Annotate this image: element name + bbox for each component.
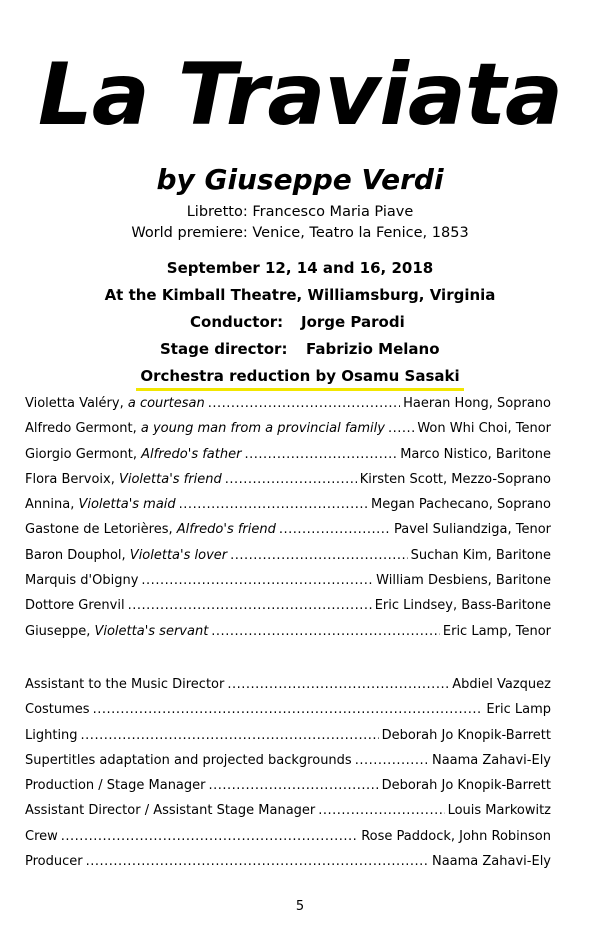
crew-row <box>25 802 551 827</box>
cast-performer: Suchan Kim, Baritone <box>410 547 551 563</box>
orchestra-credit <box>0 366 600 391</box>
crew-role: Assistant Director / Assistant Stage Manager <box>25 803 316 819</box>
crew-performer: Deborah Jo Knopik-Barrett <box>381 778 551 794</box>
crew-performer: Eric Lamp <box>486 702 551 718</box>
dot-leader <box>81 727 379 745</box>
cast-role: Gastone de Letorières, Alfredo's friend <box>25 522 276 538</box>
libretto-line: Libretto: Francesco Maria Piave <box>186 204 414 220</box>
page-title: La Traviata <box>37 45 563 145</box>
cast-performer: Won Whi Choi, Tenor <box>417 421 551 437</box>
conductor-label: Conductor: <box>190 313 284 331</box>
dot-leader <box>227 676 449 694</box>
dot-leader <box>211 623 440 641</box>
cast-row <box>25 547 551 572</box>
director-name: Fabrizio Melano <box>306 340 440 358</box>
crew-list <box>25 676 551 878</box>
cast-role: Giorgio Germont, Alfredo's father <box>25 446 242 462</box>
crew-role: Assistant to the Music Director <box>25 677 225 692</box>
performance-dates: September 12, 14 and 16, 2018 <box>166 259 434 277</box>
cast-role: Marquis d'Obigny <box>25 573 139 589</box>
cast-row <box>25 395 551 420</box>
crew-row <box>25 752 551 777</box>
crew-performer: Deborah Jo Knopik-Barrett <box>381 727 551 743</box>
cast-performer: Eric Lindsey, Bass-Baritone <box>374 598 551 614</box>
dot-leader <box>279 521 391 539</box>
crew-row <box>25 777 551 802</box>
cast-row <box>25 420 551 445</box>
crew-performer: Rose Paddock, John Robinson <box>361 828 551 844</box>
director-label: Stage director: <box>160 340 288 358</box>
dot-leader <box>179 496 368 514</box>
premiere-line: World premiere: Venice, Teatro la Fenice, 1853 <box>131 225 469 241</box>
crew-role: Producer <box>25 854 83 870</box>
crew-role: Costumes <box>25 702 90 718</box>
cast-role: Dottore Grenvil <box>25 598 125 614</box>
crew-role: Lighting <box>25 727 78 743</box>
page-number: 5 <box>295 899 305 914</box>
dot-leader <box>225 471 357 489</box>
cast-role: Alfredo Germont, a young man from a provincial family <box>25 421 385 437</box>
cast-performer: William Desbiens, Baritone <box>376 573 551 589</box>
cast-list <box>25 395 551 648</box>
crew-performer: Louis Markowitz <box>447 803 551 819</box>
cast-role: Violetta Valéry, a courtesan <box>25 396 205 411</box>
dot-leader <box>61 828 358 846</box>
dot-leader <box>318 802 444 820</box>
conductor-name: Jorge Parodi <box>301 313 405 331</box>
cast-row <box>25 597 551 622</box>
orchestra-reduction-text: Orchestra reduction by Osamu Sasaki <box>136 366 463 391</box>
dot-leader <box>208 395 400 413</box>
cast-role: Baron Douphol, Violetta's lover <box>25 547 228 563</box>
crew-performer: Abdiel Vazquez <box>452 677 551 692</box>
cast-performer: Marco Nistico, Baritone <box>400 446 551 462</box>
cast-performer: Megan Pachecano, Soprano <box>371 497 551 513</box>
dot-leader <box>244 446 397 464</box>
dot-leader <box>128 597 372 615</box>
conductor-row <box>160 312 460 332</box>
dot-leader <box>355 752 429 770</box>
crew-row <box>25 853 551 878</box>
director-row <box>160 339 460 359</box>
cast-role: Flora Bervoix, Violetta's friend <box>25 471 222 487</box>
dot-leader <box>86 853 429 871</box>
crew-row <box>25 828 551 853</box>
dot-leader <box>141 572 373 590</box>
crew-row <box>25 701 551 726</box>
cast-role: Annina, Violetta's maid <box>25 497 176 513</box>
dot-leader <box>209 777 379 795</box>
cast-role: Giuseppe, Violetta's servant <box>25 623 209 639</box>
crew-row <box>25 676 551 701</box>
crew-row <box>25 727 551 752</box>
crew-role: Supertitles adaptation and projected backgrounds <box>25 752 352 768</box>
composer-subtitle: by Giuseppe Verdi <box>156 163 444 196</box>
cast-row <box>25 471 551 496</box>
dot-leader <box>93 701 484 719</box>
cast-performer: Haeran Hong, Soprano <box>403 396 551 411</box>
cast-row <box>25 446 551 471</box>
cast-performer: Eric Lamp, Tenor <box>442 623 551 639</box>
venue-line: At the Kimball Theatre, Williamsburg, Virginia <box>104 286 496 304</box>
crew-performer: Naama Zahavi-Ely <box>431 752 551 768</box>
crew-role: Crew <box>25 828 58 844</box>
crew-performer: Naama Zahavi-Ely <box>431 854 551 870</box>
cast-row <box>25 521 551 546</box>
cast-row <box>25 623 551 648</box>
dot-leader <box>230 547 407 565</box>
crew-role: Production / Stage Manager <box>25 778 206 794</box>
dot-leader <box>388 420 414 438</box>
cast-row <box>25 572 551 597</box>
cast-performer: Pavel Suliandziga, Tenor <box>393 522 551 538</box>
cast-row <box>25 496 551 521</box>
cast-performer: Kirsten Scott, Mezzo-Soprano <box>359 471 551 487</box>
